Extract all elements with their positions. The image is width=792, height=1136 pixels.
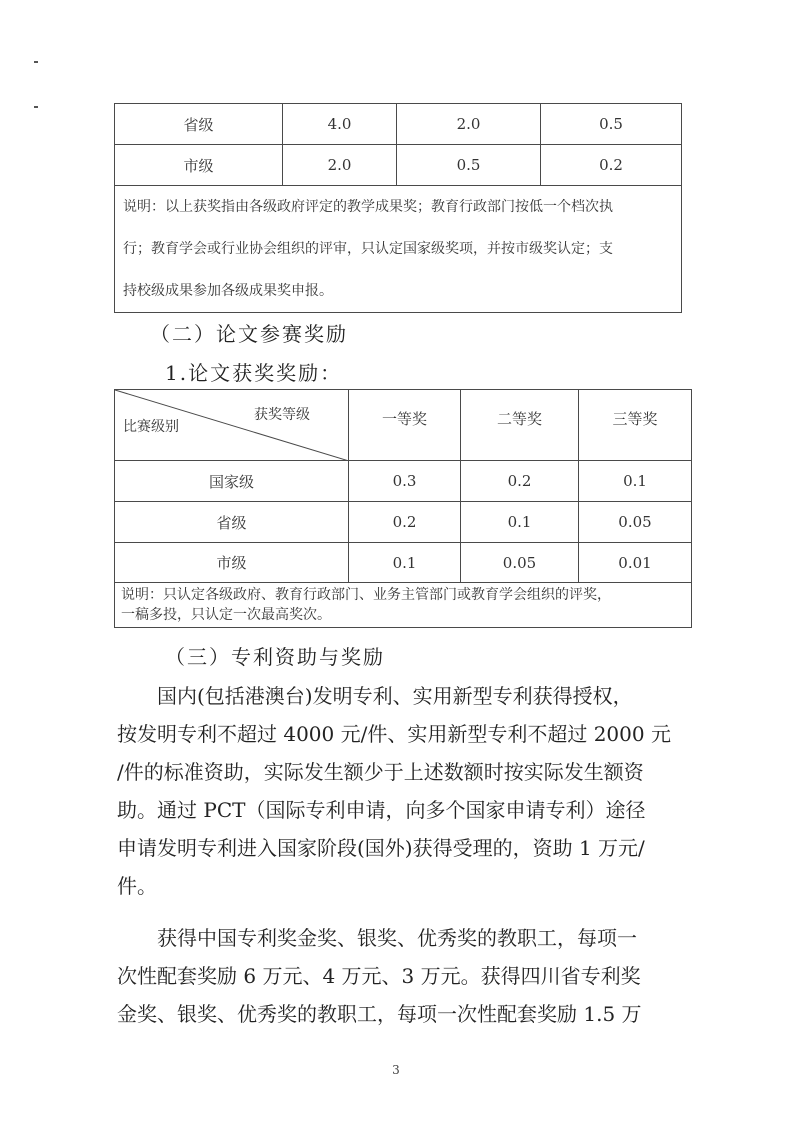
table-row — [115, 104, 682, 145]
value-cell: 4.0 — [283, 104, 397, 145]
para-line: 金奖、银奖、优秀奖的教职工，每项一次性配套奖励 1.5 万 — [117, 1002, 642, 1026]
table-note — [115, 186, 682, 313]
level-cell: 市级 — [115, 145, 283, 186]
table-header-row — [115, 390, 692, 461]
diagonal-header-cell — [115, 390, 349, 461]
para-line: 获得中国专利奖金奖、银奖、优秀奖的教职工，每项一 — [157, 926, 637, 950]
level-cell: 市级 — [115, 543, 349, 583]
note-line: 行；教育学会或行业协会组织的评审，只认定国家级奖项，并按市级奖认定；支 — [123, 241, 613, 257]
para-line: /件的标准资助，实际发生额少于上述数额时按实际发生额资 — [117, 760, 644, 784]
value-cell: 0.3 — [349, 461, 461, 502]
table-note — [115, 583, 692, 628]
section-heading: （三）专利资助与奖励 — [165, 645, 385, 669]
level-cell: 省级 — [115, 502, 349, 543]
page-number: 3 — [392, 1063, 400, 1077]
para-line: 助。通过 PCT（国际专利申请，向多个国家申请专利）途径 — [117, 798, 646, 822]
value-cell: 0.5 — [541, 104, 682, 145]
value-cell: 0.5 — [397, 145, 541, 186]
value-cell: 0.2 — [461, 461, 579, 502]
table-row — [115, 543, 692, 583]
para-line: 按发明专利不超过 4000 元/件、实用新型专利不超过 2000 元 — [117, 722, 671, 746]
sub-heading: 1.论文获奖奖励： — [165, 361, 343, 385]
value-cell: 2.0 — [397, 104, 541, 145]
achievement-award-table — [114, 103, 682, 313]
value-cell: 0.1 — [461, 502, 579, 543]
table-note-row — [115, 583, 692, 628]
header-award-grade: 获奖等级 — [254, 407, 310, 423]
para-line: 件。 — [117, 874, 157, 898]
value-cell: 0.01 — [579, 543, 692, 583]
level-cell: 国家级 — [115, 461, 349, 502]
para-line: 国内(包括港澳台)发明专利、实用新型专利获得授权， — [157, 684, 633, 708]
column-header: 一等奖 — [349, 390, 461, 461]
patent-funding-paragraph — [117, 677, 677, 905]
para-line: 次性配套奖励 6 万元、4 万元、3 万元。获得四川省专利奖 — [117, 964, 641, 988]
paper-award-table — [114, 389, 692, 628]
note-line: 说明：只认定各级政府、教育行政部门、业务主管部门或教育学会组织的评奖， — [121, 587, 611, 603]
patent-award-paragraph — [117, 919, 677, 1033]
column-header: 三等奖 — [579, 390, 692, 461]
value-cell: 0.05 — [579, 502, 692, 543]
value-cell: 0.2 — [541, 145, 682, 186]
table-row — [115, 145, 682, 186]
value-cell: 0.2 — [349, 502, 461, 543]
value-cell: 0.1 — [579, 461, 692, 502]
header-competition-level: 比赛级别 — [123, 419, 179, 435]
note-line: 说明：以上获奖指由各级政府评定的教学成果奖；教育行政部门按低一个档次执 — [123, 199, 613, 215]
para-line: 申请发明专利进入国家阶段(国外)获得受理的，资助 1 万元/ — [117, 836, 645, 860]
note-line: 一稿多投，只认定一次最高奖次。 — [121, 607, 331, 623]
table-row — [115, 502, 692, 543]
section-heading: （二）论文参赛奖励 — [150, 322, 348, 346]
value-cell: 0.05 — [461, 543, 579, 583]
level-cell: 省级 — [115, 104, 283, 145]
scan-mark — [34, 106, 38, 108]
note-line: 持校级成果参加各级成果奖申报。 — [123, 283, 333, 299]
value-cell: 0.1 — [349, 543, 461, 583]
value-cell: 2.0 — [283, 145, 397, 186]
table-note-row — [115, 186, 682, 313]
column-header: 二等奖 — [461, 390, 579, 461]
table-row — [115, 461, 692, 502]
scan-mark — [34, 61, 38, 63]
